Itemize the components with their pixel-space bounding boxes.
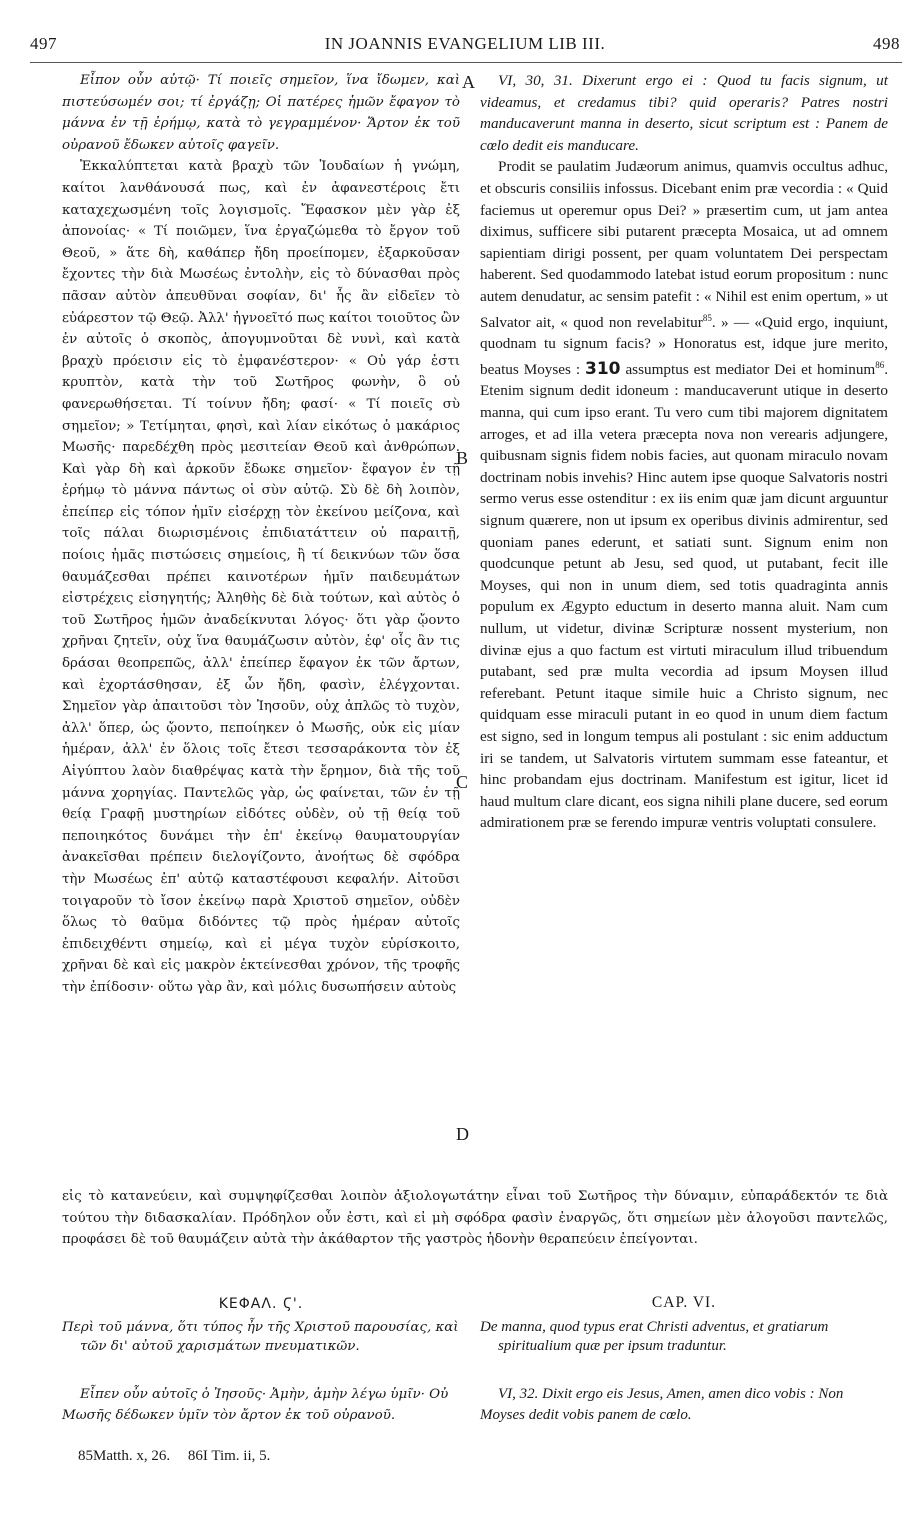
footnote-86: 86I Tim. ii, 5. [187,1448,271,1464]
footnote-85: 85Matth. x, 26. [78,1448,171,1464]
latin-scripture-quote-2 [480,1384,888,1426]
page-number-right: 498 [873,34,900,53]
page-number-left: 497 [30,34,57,53]
greek-scripture-quote-2 [62,1384,460,1426]
latin-commentary-part-4: . Etenim signum dedit idoneum : manducaverunt utique in deserto manna, qui cum ipso erant. Tu vero cum tibi majorem dignitatem arroges, et ad illa vetera præcepta nova non verearis adjungere, quibusnam signis fidem nobis facies, aut quonam miraculo novam doctrinam nobis invehis? Hinc autem ipse quoque Salvatoris nostri sermo verus esse ostenditur : ex iis enim quæ jam dicunt arguuntur signum quærere, non ut ipsum ex operibus divinis admirentur, sed quoniam panes ederunt, et satiati sunt. Signum enim non quodcunque petunt ab Jesu, sed quod, ut putabant, fecit ille Moyses, qui non in unum diem, sed totis quadraginta annis populum ex Ægypto eductum in deserto manna aluit. Nam cum nullum, ut videtur, divinæ Scripturæ nossent mysterium, non divinæ ejus a quo factum est virtuti miraculum illud tribuendum putabant, sed præ multa vecordia ad ipsum Moysen illud referebant. Petunt itaque simile huic a Christo signum, nec quidquam esse miraculi putant in eo quod in unum diem factum est signo, sed in longum tempus ali postulant : sic enim adductum iri se tandem, ut Salvatoris virtutem summam esse fateantur, et hinc probandam ejus doctrinam. Manifestum est igitur, licet id haud multum clare dicant, eos signa nihili plane ducere, sed eorum admirationem præ se ferendo impuræ ventris voluptati consulere. [480,360,889,832]
margin-letter-a: A [462,72,475,92]
running-header [30,34,900,58]
greek-scripture-quote-2-text: Εἶπεν οὖν αὐτοῖς ὁ Ἰησοῦς· Ἀμὴν, ἀμὴν λέγω ὑμῖν· Οὐ Μωσῆς δέδωκεν ὑμῖν τὸν ἄρτον ἐκ τοῦ οὐρανοῦ. [62,1387,449,1423]
greek-commentary: Ἐκκαλύπτεται κατὰ βραχὺ τῶν Ἰουδαίων ἡ γνώμη, καίτοι λανθάνουσά πως, καὶ ἐν ἀφανεστέροις ἔτι καταχεχωσμένη τοῖς λογισμοῖς. Ἔφασκον μὲν γὰρ ἐξ ἀπονοίας· « Τί ποιῶμεν, ἵνα ἐργαζώμεθα τὸ ἔργον τοῦ Θεοῦ, » ἅτε δὴ, καθάπερ ἤδη προείπομεν, ἐξαρκοῦσαν ἔχοντες τὴν διὰ Μωσέως ἐντολὴν, εἰς τὸ δύνασθαι πρὸς πᾶσαν αὐτὸν ἀπευθῦναι σοφίαν, δι' ἧς ἂν εἰδεῖεν τὸ εὐάρεστον τῷ Θεῷ. Ἀλλ' ἠγνοεῖτό πως καίτοι τοιοῦτος ὢν ἐν αὐτοῖς ὁ σκοπὸς, ἀπογυμνοῦται δὲ νυνὶ, καὶ κατὰ βραχὺ πρόεισιν εἰς τὸ ἐμφανέστερον· « Οὐ γάρ ἐστι κρυπτὸν, κατὰ τὴν τοῦ Σωτῆρος φωνὴν, ὃ οὐ φανερωθήσεται. Τί τοίνυν ἤδη; φασί· « Τί ποιεῖς σὺ σημεῖον; » Τετίμηται, φησὶ, καὶ λίαν εἰκότως ὁ μακάριος Μωσῆς· παρεδέχθη πρὸς μεσιτείαν Θεοῦ καὶ ἀνθρώπων. Καὶ γὰρ δὴ καὶ ἀρκοῦν ἔδωκε σημεῖον· ἔφαγον ἐν τῇ ἐρήμῳ τὸ μάννα πάντως οἱ σὺν αὐτῷ. Σὺ δὲ δὴ λοιπὸν, ἐπείπερ εἰς τόπον ἡμῖν εἰσέρχῃ τὸν ἐκείνου μείζονα, καὶ τοῖς πάλαι διωρισμένοις ἐπιδιατάττειν οὐ παραιτῇ, ποίοις ἡμᾶς πιστώσεις σημείοις, ἢ τί δεικνύων τῶν ὅσα θαυμάζεσθαι πρέπει καινοτέρων ἡμῖν παιδευμάτων εἰστρέχεις εἰσηγητής; Ἀληθὴς δὲ διὰ τούτων, καὶ αὐτὸς ὁ τοῦ Σωτῆρος ἡμῶν ἀναδείκνυται λόγος· ὅτι γὰρ ᾤοντο χρῆναι ζητεῖν, οὐχ ἵνα θαυμάζωσιν αὐτὸν, ἐφ' οἷς ἂν τις δράσαι θεοπρεπῶς, ἀλλ' ἐπείπερ ἔφαγον ἐκ τῶν ἄρτων, καὶ ἐχορτάσθησαν, ἐξ ὧν ἤδη, φασὶν, ἐλέγχονται. Σημεῖον γὰρ ἀπαιτοῦσι τὸν Ἰησοῦν, οὐχ ἁπλῶς τὸ τυχὸν, ἀλλ' ὅπερ, ὡς ᾤοντο, πεποίηκεν ὁ Μωσῆς, οὐκ εἰς μίαν ἡμέραν, ἀλλ' ἐν ὅλοις τοῖς ἔτεσι τεσσαράκοντα τὸν ἐξ Αἰγύπτου λαὸν διαθρέψας κατὰ τὴν ἔρημον, διὰ τῆς τοῦ μάννα χορηγίας. Παντελῶς γὰρ, ὡς φαίνεται, τῶν ἐν τῇ θείᾳ Γραφῇ μυστηρίων εἰδότες οὐδὲν, οὐ τῇ θείᾳ τοῦ πεποιηκότος δυνάμει τὴν ἐπ' ἐκείνῳ θαυματουργίαν ἀνακεῖσθαι πρέπειν διελογίζοντο, ἀνοήτως δὲ σφόδρα τὴν Μωσέως ἐπ' αὐτῷ καταστέφουσι κεφαλήν. Αἰτοῦσι τοιγαροῦν τὸ ἴσον ἐκείνῳ παρὰ Χριστοῦ σημεῖον, οὐδὲν ὅλως τὸ θαῦμα διδόντες τῷ πρὸς ἡμέραν αὐτοῖς ἐπιδειχθέντι σημείῳ, καὶ εἰ μέγα τυχὸν εὑρίσκοιτο, χρῆναι δὲ καὶ εἰς μακρὸν ἐκτείνεσθαι χρόνον, τῆς τροφῆς τὴν ἐπίδοσιν· οὕτω γὰρ ἂν, καὶ μόλις δυσωπήσειν αὐτοὺς [62,159,460,995]
column-number-marker: 310 [585,358,621,379]
footnotes [78,1448,284,1465]
margin-letter-c: C [456,772,469,792]
header-rule [30,62,902,63]
latin-chapter-title-text: De manna, quod typus erat Christi adventus, et gratiarum spiritualium quæ per ipsum traduntur. [480,1319,829,1354]
greek-column [62,70,460,999]
greek-full-width-continuation: εἰς τὸ κατανεύειν, καὶ συμψηφίζεσθαι λοιπὸν ἀξιολογωτάτην εἶναι τοῦ Σωτῆρος τὴν δύναμιν, εὐπαράδεκτόν τε διὰ τούτου τὴν διδασκαλίαν. Πρόδηλον οὖν ἐστι, καὶ εἰ μὴ σφόδρα φασὶν ἐναργῶς, ὅτι σημείων μὲν ἀλογοῦσι παντελῶς, προφάσει δὲ τοῦ θαυμάζειν αὐτὰ τὴν ἀκάθαρτον τῆς γαστρὸς ἡδονὴν θεραπεύειν ἐπείγονται. [62,1189,888,1248]
greek-chapter-title [62,1318,460,1356]
latin-scripture-quote-2-text: VI, 32. Dixit ergo eis Jesus, Amen, amen dico vobis : Non Moyses dedit vobis panem de cœlo. [480,1386,844,1423]
footnote-ref-86: 86 [875,359,885,370]
greek-scripture-quote: Εἶπον οὖν αὐτῷ· Τί ποιεῖς σημεῖον, ἵνα ἴδωμεν, καὶ πιστεύσωμέν σοι; τί ἐργάζῃ; Οἱ πατέρες ἡμῶν ἔφαγον τὸ μάννα ἐν τῇ ἐρήμῳ, κατὰ τὸ γεγραμμένον· Ἄρτον ἐκ τοῦ οὐρανοῦ ἔδωκεν αὐτοῖς φαγεῖν. [62,73,460,153]
latin-commentary-part-3: assumptus est mediator Dei et hominum [625,360,876,378]
latin-commentary-part-1: Prodit se paulatim Judæorum animus, quamvis occultus adhuc, et obscuris consiliis infossus. Dicebant enim præ vecordia : « Quid faciemus ut operemur opus Dei? » præsertim cum, ut jam antea diximus, sufficere sibi putarent præcepta Mosaica, ut ad omnem sapientiam dirigi possent, per quam voluntatem Dei perspectam haberent. Sed quodammodo latebat istud eorum propositum : nunc autem denudatur, ac sensim patefit : « Nihil est enim opertum, » ut Salvator ait, « quod non revelabitur [480,158,888,331]
latin-scripture-quote: VI, 30, 31. Dixerunt ergo ei : Quod tu facis signum, ut videamus, et credamus tibi? quid operaris? Patres nostri manducaverunt manna in deserto, sicut scriptum est : Panem de cœlo dedit eis manducare. [480,72,888,154]
latin-column [480,70,888,834]
margin-letter-b: B [456,448,469,468]
greek-chapter-title-text: Περὶ τοῦ μάννα, ὅτι τύπος ἦν τῆς Χριστοῦ παρουσίας, καὶ τῶν δι' αὐτοῦ χαρισμάτων πνευματικῶν. [62,1320,459,1354]
latin-chapter-title [480,1318,888,1356]
running-title: IN JOANNIS EVANGELIUM LIB III. [324,34,606,53]
latin-commentary-part-2: . » — «Quid ergo, inquiunt, quodnam tu signum facis? » Honoratus est, idque jure merito, beatus Moyses : [480,313,889,378]
latin-chapter-heading: CAP. VI. [651,1294,717,1311]
latin-commentary [480,156,888,834]
footnote-ref-85: 85 [702,312,712,323]
greek-chapter-heading: ΚΕΦΑΛ. Ϛ'. [218,1296,304,1312]
margin-letter-d: D [456,1124,469,1144]
